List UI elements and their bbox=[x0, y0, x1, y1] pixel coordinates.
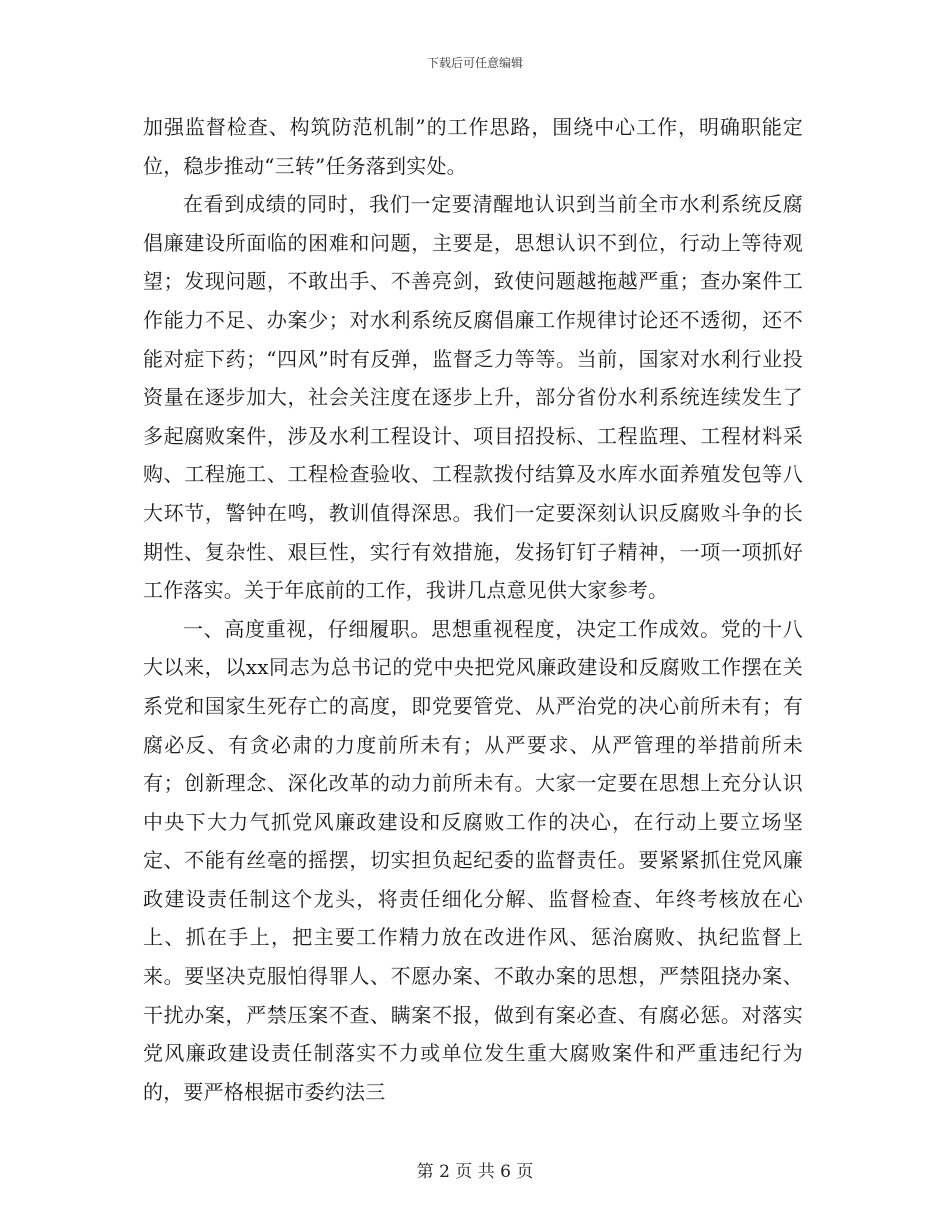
paragraph-section-one: 一、高度重视，仔细履职。思想重视程度，决定工作成效。党的十八大以来，以xx同志为总书记的党中央把党风廉政建设和反腐败工作摆在关系党和国家生死存亡的高度，即党要管党、从严治党的决心前所未有；有腐必反、有贪必肃的力度前所未有；从严要求、从严管理的举措前所未有；创新理念、深化改革的动力前所未有。大家一定要在思想上充分认识中央下大力气抓党风廉政建设和反腐败工作的决心，在行动上要立场坚定、不能有丝毫的摇摆，切实担负起纪委的监督责任。要紧紧抓住党风廉政建设责任制这个龙头，将责任细化分解、监督检查、年终考核放在心上、抓在手上，把主要工作精力放在改进作风、惩治腐败、执纪监督上来。要坚决克服怕得罪人、不愿办案、不敢办案的思想，严禁阻挠办案、干扰办案，严禁压案不查、瞒案不报，做到有案必查、有腐必惩。对落实党风廉政建设责任制落实不力或单位发生重大腐败案件和严重违纪行为的，要严格根据市委约法三 bbox=[143, 616, 803, 1104]
paragraph-continuation: 加强监督检查、构筑防范机制”的工作思路，围绕中心工作，明确职能定位，稳步推动“三转”任务落到实处。 bbox=[143, 115, 803, 178]
paragraph-challenges: 在看到成绩的同时，我们一定要清醒地认识到当前全市水利系统反腐倡廉建设所面临的困难和问题，主要是，思想认识不到位，行动上等待观望；发现问题，不敢出手、不善亮剑，致使问题越拖越严重；查办案件工作能力不足、办案少；对水利系统反腐倡廉工作规律讨论还不透彻，还不能对症下药；“四风”时有反弹，监督乏力等等。当前，国家对水利行业投资量在逐步加大，社会关注度在逐步上升，部分省份水利系统连续发生了多起腐败案件，涉及水利工程设计、项目招投标、工程监理、工程材料采购、工程施工、工程检查验收、工程款拨付结算及水库水面养殖发包等八大环节，警钟在鸣，教训值得深思。我们一定要深刻认识反腐败斗争的长期性、复杂性、艰巨性，实行有效措施，发扬钉钉子精神，一项一项抓好工作落实。关于年底前的工作，我讲几点意见供大家参考。 bbox=[143, 192, 803, 603]
header-note: 下载后可任意编辑 bbox=[426, 56, 523, 70]
document-body bbox=[143, 108, 803, 1111]
page-number: 第 2 页 共 6 页 bbox=[416, 1162, 534, 1182]
